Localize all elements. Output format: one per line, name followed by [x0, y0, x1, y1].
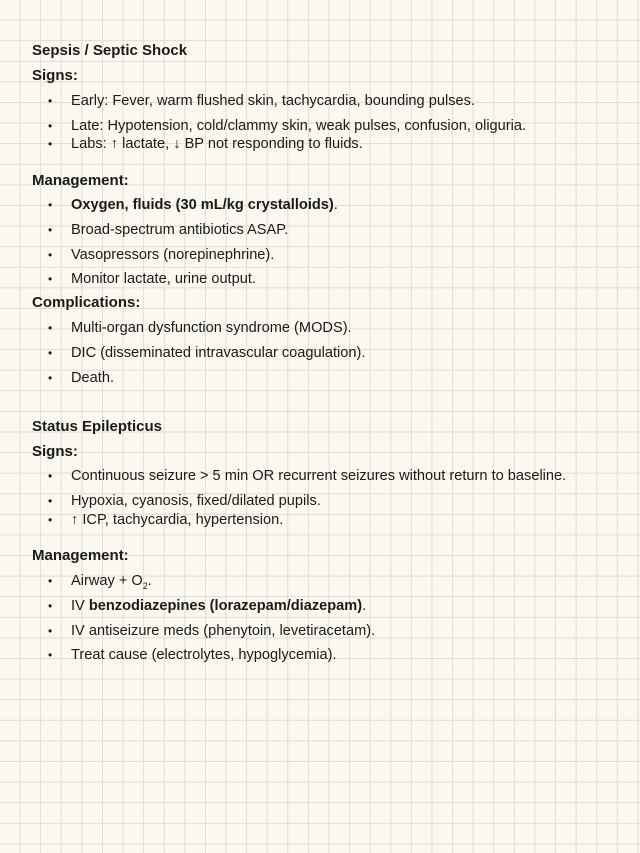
bullet: • — [48, 494, 53, 508]
sepsis-sign-item: • Early: Fever, warm flushed skin, tachycardia, bounding pulses. — [48, 93, 475, 109]
sepsis-signs-heading: Signs: — [32, 67, 78, 84]
status-epilepticus-signs-heading: Signs: — [32, 443, 78, 460]
status-epilepticus-management-heading: Management: — [32, 547, 129, 564]
status-epilepticus-management-item: • Airway + $O_2$. — [48, 573, 152, 591]
bullet: • — [48, 469, 53, 483]
sepsis-sign-item: • Labs: ↑ lactate, ↓ BP not responding to fluids. — [48, 136, 363, 152]
sepsis-management-item: • Broad-spectrum antibiotics ASAP. — [48, 222, 289, 238]
status-epilepticus-sign-item: • Continuous seizure > 5 min OR recurrent seizures without return to baseline. — [48, 468, 567, 484]
bullet: • — [48, 248, 53, 262]
sepsis-management-item: • Monitor lactate, urine output. — [48, 271, 256, 287]
bullet: • — [48, 223, 53, 237]
sepsis-sign-item: • Late: Hypotension, cold/clammy skin, weak pulses, confusion, oliguria. — [48, 118, 527, 134]
bullet: • — [48, 574, 53, 588]
bullet: • — [48, 321, 53, 335]
bullet: • — [48, 119, 53, 133]
bullet: • — [48, 137, 53, 151]
sepsis-title: Sepsis / Septic Shock — [32, 42, 188, 59]
status-epilepticus-sign-item: • ↑ ICP, tachycardia, hypertension. — [48, 512, 284, 528]
status-epilepticus-title: Status Epilepticus — [32, 418, 163, 435]
sepsis-complication-item: • Death. — [48, 370, 114, 386]
bullet: • — [48, 648, 53, 662]
bullet: • — [48, 624, 53, 638]
status-epilepticus-management-item: • IV antiseizure meds (phenytoin, levetiracetam). — [48, 623, 376, 639]
sepsis-management-item: • Oxygen, fluids (30 mL/kg crystalloids). — [48, 197, 338, 213]
sepsis-management-heading: Management: — [32, 172, 129, 189]
bullet: • — [48, 198, 53, 212]
status-epilepticus-management-item: • IV benzodiazepines (lorazepam/diazepam). — [48, 598, 367, 614]
sepsis-complication-item: • Multi-organ dysfunction syndrome (MODS). — [48, 320, 352, 336]
bullet: • — [48, 272, 53, 286]
sepsis-management-item: • Vasopressors (norepinephrine). — [48, 247, 275, 263]
bullet: • — [48, 346, 53, 360]
bullet: • — [48, 371, 53, 385]
bullet: • — [48, 94, 53, 108]
sepsis-complications-heading: Complications: — [32, 294, 141, 311]
status-epilepticus-management-item: • Treat cause (electrolytes, hypoglycemia). — [48, 647, 337, 663]
bullet: • — [48, 599, 53, 613]
status-epilepticus-sign-item: • Hypoxia, cyanosis, fixed/dilated pupils. — [48, 493, 321, 509]
bullet: • — [48, 513, 53, 527]
sepsis-complication-item: • DIC (disseminated intravascular coagulation). — [48, 345, 366, 361]
